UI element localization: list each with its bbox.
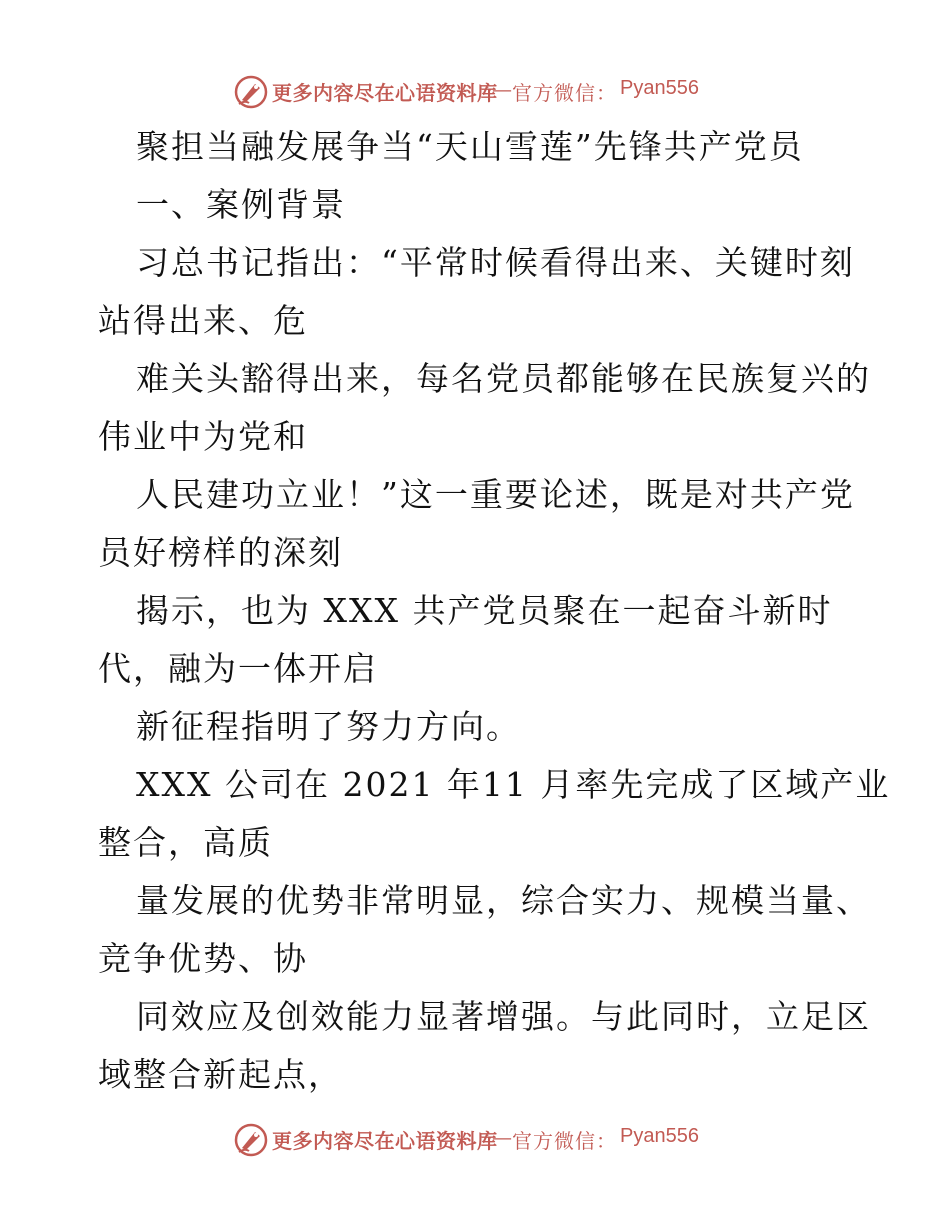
- header-watermark-banner: [0, 72, 950, 112]
- banner-wechat-label: 官方微信：: [512, 81, 617, 105]
- document-title: 聚担当融发展争当“天山雪莲”先锋共产党员: [136, 127, 804, 166]
- banner-wechat-id: Pyan556: [620, 77, 699, 99]
- body-line: 揭示，也为 XXX 共产党员聚在一起奋斗新时: [136, 591, 833, 630]
- body-line: 人民建功立业！”这一重要论述，既是对共产党: [136, 475, 855, 514]
- body-line: 伟业中为党和: [98, 417, 308, 456]
- section-heading: 一、案例背景: [136, 185, 346, 224]
- body-line: 同效应及创效能力显著增强。与此同时，立足区: [136, 997, 871, 1036]
- banner-wechat-label: 官方微信：: [512, 1129, 617, 1153]
- body-line: 难关头豁得出来，每名党员都能够在民族复兴的: [136, 359, 871, 398]
- body-line: 新征程指明了努力方向。: [136, 707, 521, 746]
- body-line: 代，融为一体开启: [98, 649, 378, 688]
- fountain-pen-seal-icon: [233, 1122, 269, 1158]
- body-line: 员好榜样的深刻: [98, 533, 343, 572]
- body-line: 量发展的优势非常明显，综合实力、规模当量、: [136, 881, 871, 920]
- fountain-pen-seal-icon: [233, 74, 269, 110]
- body-line: 习总书记指出：“平常时候看得出来、关键时刻: [136, 243, 855, 282]
- body-line: XXX 公司在 2021 年11 月率先完成了区域产业: [136, 765, 891, 804]
- banner-separator: —: [492, 77, 513, 101]
- body-line: 域整合新起点，: [98, 1055, 343, 1094]
- banner-wechat-id: Pyan556: [620, 1125, 699, 1147]
- body-line: 整合，高质: [98, 823, 273, 862]
- body-line: 竞争优势、协: [98, 939, 308, 978]
- footer-watermark-banner: [0, 1120, 950, 1160]
- banner-text: 更多内容尽在心语资料库: [272, 81, 498, 105]
- body-line: 站得出来、危: [98, 301, 308, 340]
- banner-separator: —: [492, 1125, 513, 1149]
- banner-text: 更多内容尽在心语资料库: [272, 1129, 498, 1153]
